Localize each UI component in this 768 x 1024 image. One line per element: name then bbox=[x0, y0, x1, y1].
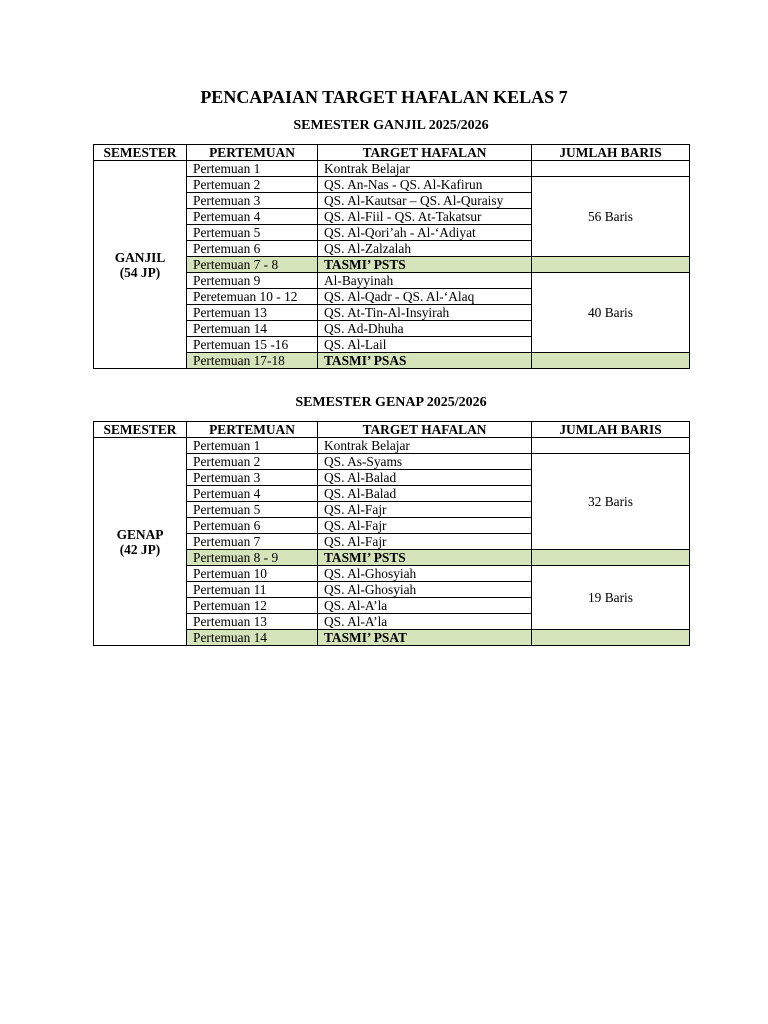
target-cell: QS. Al-Fajr bbox=[318, 534, 532, 550]
jumlah-cell-empty bbox=[532, 257, 690, 273]
jumlah-cell-empty bbox=[532, 161, 690, 177]
pertemuan-cell: Pertemuan 15 -16 bbox=[187, 337, 318, 353]
header-semester: SEMESTER bbox=[94, 145, 187, 161]
semester-jp: (54 JP) bbox=[119, 264, 161, 280]
pertemuan-cell: Pertemuan 14 bbox=[187, 321, 318, 337]
ganjil-table bbox=[93, 144, 690, 369]
pertemuan-cell: Pertemuan 8 - 9 bbox=[187, 550, 318, 566]
target-cell: TASMI’ PSAT bbox=[318, 630, 532, 646]
jumlah-cell-empty bbox=[532, 550, 690, 566]
target-cell: QS. Ad-Dhuha bbox=[318, 321, 532, 337]
pertemuan-cell: Pertemuan 6 bbox=[187, 518, 318, 534]
pertemuan-cell: Pertemuan 3 bbox=[187, 470, 318, 486]
pertemuan-cell: Pertemuan 3 bbox=[187, 193, 318, 209]
table-header-row bbox=[94, 145, 690, 161]
table-row bbox=[94, 438, 690, 454]
target-cell: QS. Al-Kautsar – QS. Al-Quraisy bbox=[318, 193, 532, 209]
target-cell: QS. Al-A’la bbox=[318, 598, 532, 614]
header-target: TARGET HAFALAN bbox=[318, 422, 532, 438]
target-cell: QS. An-Nas - QS. Al-Kafirun bbox=[318, 177, 532, 193]
pertemuan-cell: Pertemuan 17-18 bbox=[187, 353, 318, 369]
genap-table bbox=[93, 421, 690, 646]
pertemuan-cell: Pertemuan 4 bbox=[187, 209, 318, 225]
pertemuan-cell: Pertemuan 5 bbox=[187, 502, 318, 518]
target-cell: QS. Al-Fajr bbox=[318, 502, 532, 518]
target-cell: Kontrak Belajar bbox=[318, 161, 532, 177]
target-cell: Al-Bayyinah bbox=[318, 273, 532, 289]
target-cell: TASMI’ PSTS bbox=[318, 257, 532, 273]
header-pertemuan: PERTEMUAN bbox=[187, 145, 318, 161]
target-cell: QS. Al-Qori’ah - Al-‘Adiyat bbox=[318, 225, 532, 241]
pertemuan-cell: Pertemuan 1 bbox=[187, 438, 318, 454]
pertemuan-cell: Pertemuan 1 bbox=[187, 161, 318, 177]
target-cell: QS. Al-Ghosyiah bbox=[318, 566, 532, 582]
ganjil-heading: SEMESTER GANJIL 2025/2026 bbox=[293, 118, 489, 133]
pertemuan-cell: Pertemuan 5 bbox=[187, 225, 318, 241]
pertemuan-cell: Pertemuan 6 bbox=[187, 241, 318, 257]
pertemuan-cell: Pertemuan 13 bbox=[187, 305, 318, 321]
table-row bbox=[94, 161, 690, 177]
jumlah-baris-cell: 56 Baris bbox=[532, 177, 690, 257]
target-cell: QS. At-Tin-Al-Insyirah bbox=[318, 305, 532, 321]
pertemuan-cell: Pertemuan 13 bbox=[187, 614, 318, 630]
jumlah-baris-cell: 40 Baris bbox=[532, 273, 690, 353]
semester-name: GANJIL bbox=[114, 249, 166, 265]
target-cell: QS. Al-Fiil - QS. At-Takatsur bbox=[318, 209, 532, 225]
pertemuan-cell: Pertemuan 7 bbox=[187, 534, 318, 550]
genap-heading: SEMESTER GENAP 2025/2026 bbox=[295, 395, 487, 410]
jumlah-cell-empty bbox=[532, 438, 690, 454]
target-cell: QS. Al-Balad bbox=[318, 470, 532, 486]
target-cell: Kontrak Belajar bbox=[318, 438, 532, 454]
header-jumlah: JUMLAH BARIS bbox=[532, 422, 690, 438]
table-header-row bbox=[94, 422, 690, 438]
target-cell: QS. Al-Balad bbox=[318, 486, 532, 502]
pertemuan-cell: Pertemuan 2 bbox=[187, 454, 318, 470]
target-cell: QS. Al-Fajr bbox=[318, 518, 532, 534]
pertemuan-cell: Pertemuan 10 bbox=[187, 566, 318, 582]
pertemuan-cell: Pertemuan 12 bbox=[187, 598, 318, 614]
target-cell: QS. Al-Ghosyiah bbox=[318, 582, 532, 598]
target-cell: TASMI’ PSAS bbox=[318, 353, 532, 369]
pertemuan-cell: Peretemuan 10 - 12 bbox=[187, 289, 318, 305]
target-cell: QS. Al-Zalzalah bbox=[318, 241, 532, 257]
jumlah-baris-cell: 32 Baris bbox=[532, 454, 690, 550]
target-cell: QS. Al-Lail bbox=[318, 337, 532, 353]
target-cell: QS. Al-A’la bbox=[318, 614, 532, 630]
jumlah-baris-cell: 19 Baris bbox=[532, 566, 690, 630]
pertemuan-cell: Pertemuan 9 bbox=[187, 273, 318, 289]
semester-jp: (42 JP) bbox=[119, 541, 161, 557]
target-cell: QS. Al-Qadr - QS. Al-‘Alaq bbox=[318, 289, 532, 305]
target-cell: QS. As-Syams bbox=[318, 454, 532, 470]
jumlah-cell-empty bbox=[532, 353, 690, 369]
pertemuan-cell: Pertemuan 2 bbox=[187, 177, 318, 193]
header-target: TARGET HAFALAN bbox=[318, 145, 532, 161]
pertemuan-cell: Pertemuan 14 bbox=[187, 630, 318, 646]
semester-cell bbox=[94, 438, 187, 646]
header-semester: SEMESTER bbox=[94, 422, 187, 438]
pertemuan-cell: Pertemuan 11 bbox=[187, 582, 318, 598]
jumlah-cell-empty bbox=[532, 630, 690, 646]
semester-cell bbox=[94, 161, 187, 369]
semester-name: GENAP bbox=[116, 526, 164, 542]
header-pertemuan: PERTEMUAN bbox=[187, 422, 318, 438]
header-jumlah: JUMLAH BARIS bbox=[532, 145, 690, 161]
target-cell: TASMI’ PSTS bbox=[318, 550, 532, 566]
document-title: PENCAPAIAN TARGET HAFALAN KELAS 7 bbox=[200, 87, 568, 107]
pertemuan-cell: Pertemuan 4 bbox=[187, 486, 318, 502]
pertemuan-cell: Pertemuan 7 - 8 bbox=[187, 257, 318, 273]
